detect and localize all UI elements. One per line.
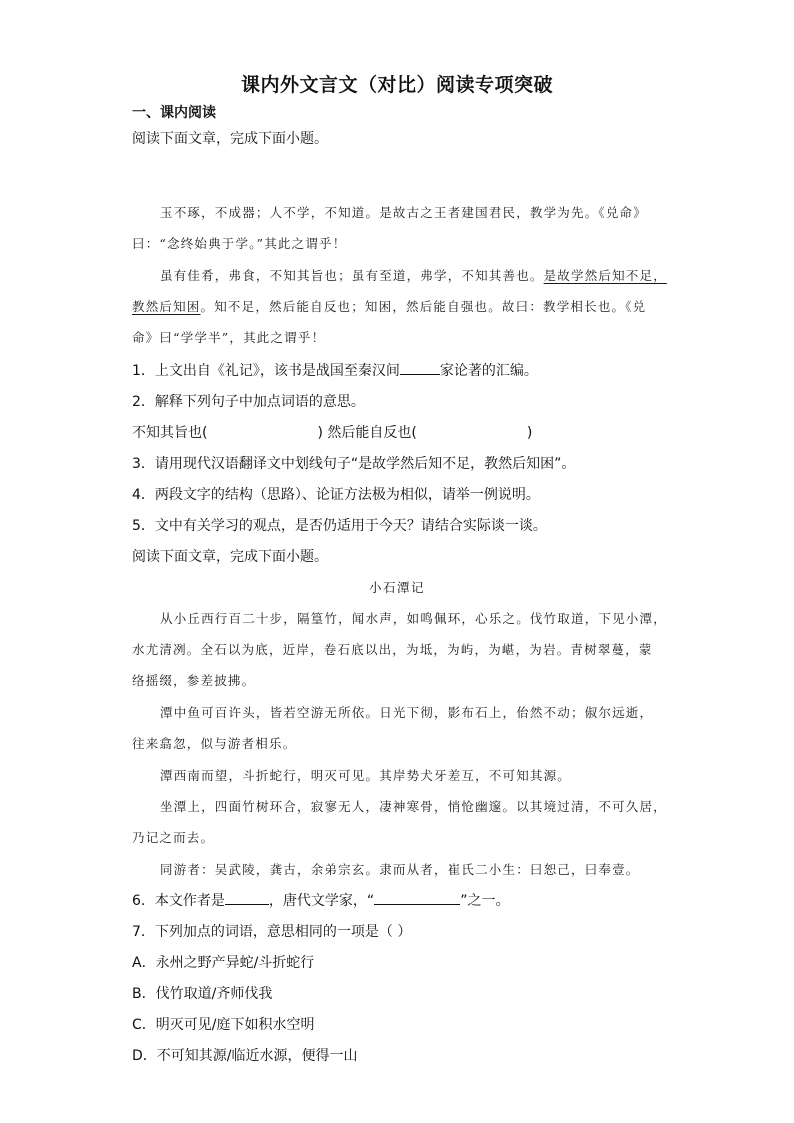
- question-1: 1．上文出自《礼记》，该书是战国至秦汉间 家论著的汇编。: [132, 360, 538, 380]
- passage2-line: 潭中鱼可百许头，皆若空游无所依。日光下彻，影布石上，佁然不动；俶尔远逝，: [160, 705, 654, 720]
- section-heading: 一、课内阅读: [132, 105, 216, 121]
- question-3: 3．请用现代汉语翻译文中划线句子“是故学然后知不足，教然后知困”。: [132, 456, 576, 472]
- underlined-sentence: 教然后知困: [132, 299, 201, 314]
- option-a[interactable]: A．永州之野产异蛇/斗折蛇行: [132, 955, 315, 971]
- instruction-text: 阅读下面文章，完成下面小题。: [132, 131, 328, 147]
- passage2-line: 乃记之而去。: [132, 830, 215, 845]
- answer-blank[interactable]: [374, 890, 460, 905]
- passage1-line: 曰：“念终始典于学。”其此之谓乎！: [132, 236, 347, 251]
- question-5: 5．文中有关学习的观点，是否仍适用于今天？请结合实际谈一谈。: [132, 518, 547, 534]
- question-7: 7．下列加点的词语，意思相同的一项是（ ）: [132, 924, 412, 940]
- passage2-line: 水尤清冽。全石以为底，近岸，卷石底以出，为坻，为屿，为嵁，为岩。青树翠蔓，蒙: [132, 642, 653, 657]
- page-title: 课内外文言文（对比）阅读专项突破: [240, 74, 553, 96]
- passage2-line: 坐潭上，四面竹树环合，寂寥无人，凄神寒骨，悄怆幽邃。以其境过清，不可久居，: [160, 799, 667, 814]
- passage2-line: 从小丘西行百二十步，隔篁竹，闻水声，如鸣佩环，心乐之。伐竹取道，下见小潭，: [160, 611, 667, 626]
- underlined-sentence: 是故学然后知不足，: [543, 268, 667, 283]
- passage1-line: [160, 266, 667, 284]
- option-b[interactable]: B．伐竹取道/齐师伐我: [132, 986, 273, 1002]
- question-2-items: 不知其旨也( ) 然后能自反也( ): [132, 425, 533, 441]
- passage2-line: 同游者：吴武陵，龚古，余弟宗玄。隶而从者，崔氏二小生：曰恕己，曰奉壹。: [160, 862, 640, 877]
- passage2-line: 往来翕忽，似与游者相乐。: [132, 736, 297, 751]
- passage2-line: 络摇缀，参差披拂。: [132, 673, 256, 688]
- passage1-text: 。知不足，然后能自反也；知困，然后能自强也。故曰：教学相长也。《兑: [200, 299, 647, 314]
- answer-blank[interactable]: [225, 890, 269, 905]
- passage2-line: 潭西南而望，斗折蛇行，明灭可见。其岸势犬牙差互，不可知其源。: [160, 768, 572, 783]
- question-4: 4．两段文字的结构（思路）、论证方法极为相似，请举一例说明。: [132, 487, 540, 503]
- passage1-text: 虽有佳肴，弗食，不知其旨也；虽有至道，弗学，不知其善也。: [160, 268, 544, 283]
- question-2: 2．解释下列句子中加点词语的意思。: [132, 394, 365, 410]
- passage1-line: 命》曰“学学半”，其此之谓乎！: [132, 330, 326, 345]
- passage2-title: 小石潭记: [368, 580, 425, 595]
- passage1-line: 玉不琢，不成器；人不学，不知道。是故古之王者建国君民，教学为先。《兑命》: [160, 205, 647, 220]
- option-d[interactable]: D．不可知其源/临近水源，便得一山: [132, 1048, 358, 1064]
- option-c[interactable]: C．明灭可见/庭下如积水空明: [132, 1017, 315, 1033]
- answer-blank[interactable]: [400, 360, 440, 375]
- instruction-text: 阅读下面文章，完成下面小题。: [132, 549, 328, 565]
- passage1-line: [132, 297, 646, 315]
- question-6: 6．本文作者是 ，唐代文学家，“ ”之一。: [132, 890, 509, 910]
